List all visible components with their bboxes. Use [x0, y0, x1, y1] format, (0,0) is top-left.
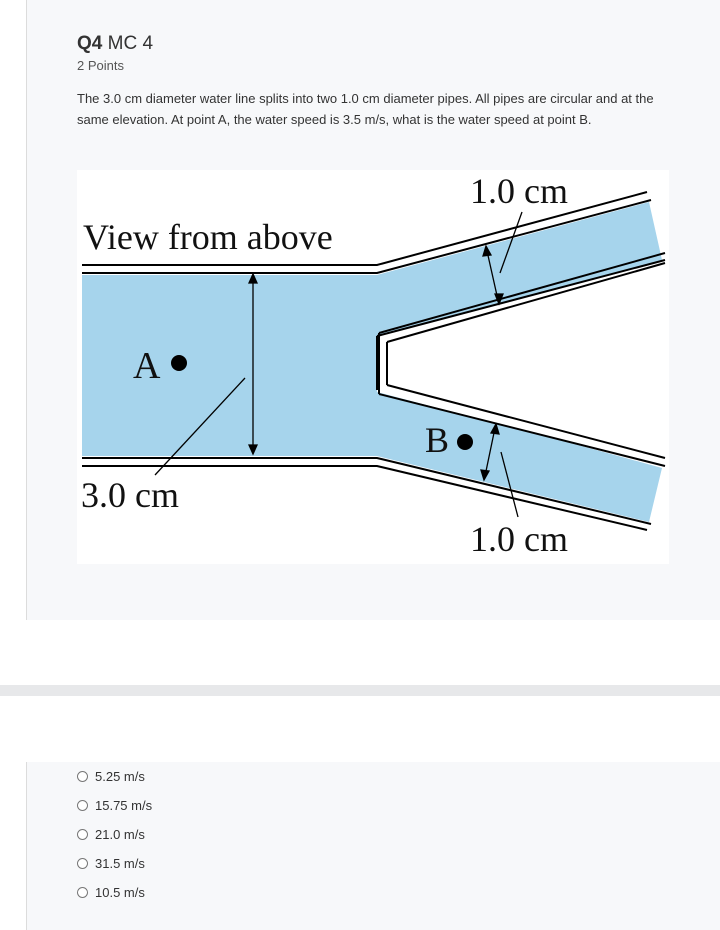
- radio-icon[interactable]: [77, 829, 88, 840]
- answer-label: 15.75 m/s: [95, 798, 153, 813]
- question-text: The 3.0 cm diameter water line splits into two 1.0 cm diameter pipes. All pipes are circular and at the same elevation. At point A, the water speed is 3.5 m/s, what is the water speed at point B.: [77, 91, 654, 127]
- point-b-dot: [457, 434, 473, 450]
- answer-label: 10.5 m/s: [95, 885, 145, 900]
- question-points: 2 Points: [77, 58, 124, 73]
- top-branch-diameter-label: 1.0 cm: [470, 171, 568, 211]
- bottom-branch-diameter-label: 1.0 cm: [470, 519, 568, 559]
- answer-label: 31.5 m/s: [95, 856, 145, 871]
- answer-options: [77, 762, 152, 907]
- answer-label: 21.0 m/s: [95, 827, 145, 842]
- view-label: View from above: [83, 217, 333, 257]
- radio-icon[interactable]: [77, 771, 88, 782]
- main-diameter-label: 3.0 cm: [81, 475, 179, 515]
- pipe-diagram: [77, 170, 669, 564]
- radio-icon[interactable]: [77, 800, 88, 811]
- point-b-label: B: [425, 420, 450, 460]
- question-name: MC 4: [107, 33, 154, 54]
- radio-icon[interactable]: [77, 858, 88, 869]
- question-number: Q4: [77, 33, 103, 54]
- answer-option[interactable]: [77, 849, 152, 878]
- answer-label: 5.25 m/s: [95, 769, 145, 784]
- answer-option[interactable]: [77, 878, 152, 907]
- point-a-label: A: [133, 345, 161, 387]
- point-a-dot: [171, 355, 187, 371]
- answer-option[interactable]: [77, 762, 152, 791]
- answer-option[interactable]: [77, 791, 152, 820]
- radio-icon[interactable]: [77, 887, 88, 898]
- section-divider: [0, 685, 720, 696]
- answer-option[interactable]: [77, 820, 152, 849]
- question-title: [77, 33, 153, 55]
